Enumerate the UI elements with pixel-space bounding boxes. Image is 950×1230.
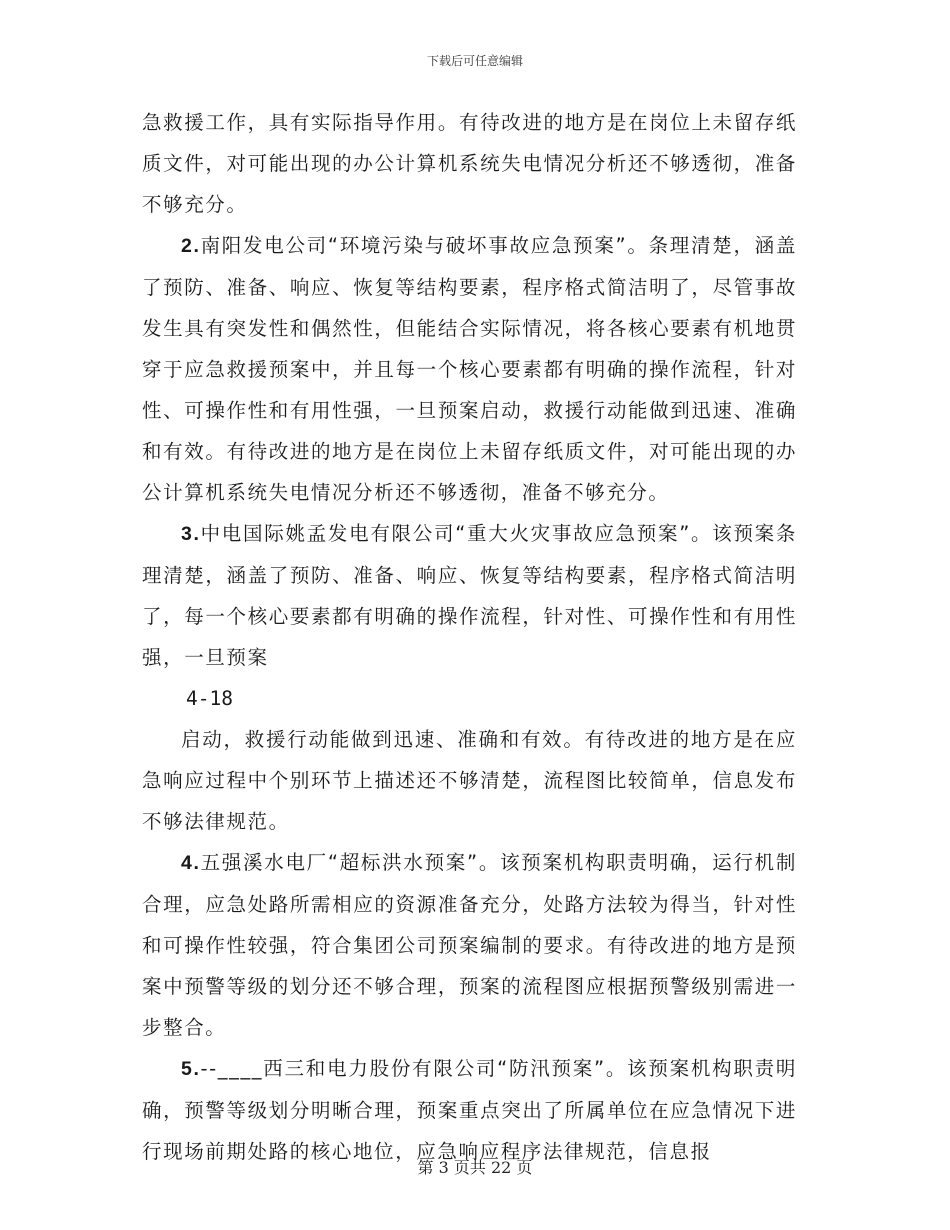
- paragraph-item-4: 4.五强溪水电厂“超标洪水预案”。该预案机构职责明确，运行机制合理，应急处路所需相应的资源准备充分，处路方法较为得当，针对性和可操作性较强，符合集团公司预案编制的要求。有待改进的地方是预案中预警等级的划分还不够合理，预案的流程图应根据预警级别需进一步整合。: [142, 851, 797, 1039]
- paragraph-item-5: 5.--____西三和电力股份有限公司“防汛预案”。该预案机构职责明确，预警等级划分明晰合理，预案重点突出了所属单位在应急情况下进行现场前期处路的核心地位，应急响应程序法律规范，信息报: [142, 1057, 797, 1163]
- page-footer: 第 3 页共 22 页: [417, 1158, 533, 1177]
- body-text: [142, 102, 797, 1172]
- paragraph-item-3: 3.中电国际姚孟发电有限公司“重大火灾事故应急预案”。该预案条理清楚，涵盖了预防、准备、响应、恢复等结构要素，程序格式简洁明了，每一个核心要素都有明确的操作流程，针对性、可操作性和有用性强，一旦预案: [142, 522, 797, 669]
- paragraph-item-3-continued: 启动，救援行动能做到迅速、准确和有效。有待改进的地方是在应急响应过程中个别环节上描述还不够清楚，流程图比较简单，信息发布不够法律规范。: [142, 728, 797, 833]
- page-header: 下载后可任意编辑: [426, 54, 523, 68]
- inline-page-ref: 4-18: [186, 687, 233, 710]
- item-number: 5.: [181, 1058, 201, 1080]
- item-number: 2.: [181, 235, 201, 257]
- item-number: 3.: [181, 523, 201, 545]
- paragraph-item-2: 2.南阳发电公司“环境污染与破坏事故应急预案”。条理清楚，涵盖了预防、准备、响应、恢复等结构要素，程序格式简洁明了，尽管事故发生具有突发性和偶然性，但能结合实际情况，将各核心要素有机地贯穿于应急救援预案中，并且每一个核心要素都有明确的操作流程，针对性、可操作性和有用性强，一旦预案启动，救援行动能做到迅速、准确和有效。有待改进的地方是在岗位上未留存纸质文件，对可能出现的办公计算机系统失电情况分析还不够透彻，准备不够充分。: [142, 234, 797, 504]
- item-number: 4.: [181, 852, 201, 874]
- paragraph-continued: 急救援工作，具有实际指导作用。有待改进的地方是在岗位上未留存纸质文件，对可能出现的办公计算机系统失电情况分析还不够透彻，准备不够充分。: [142, 111, 797, 216]
